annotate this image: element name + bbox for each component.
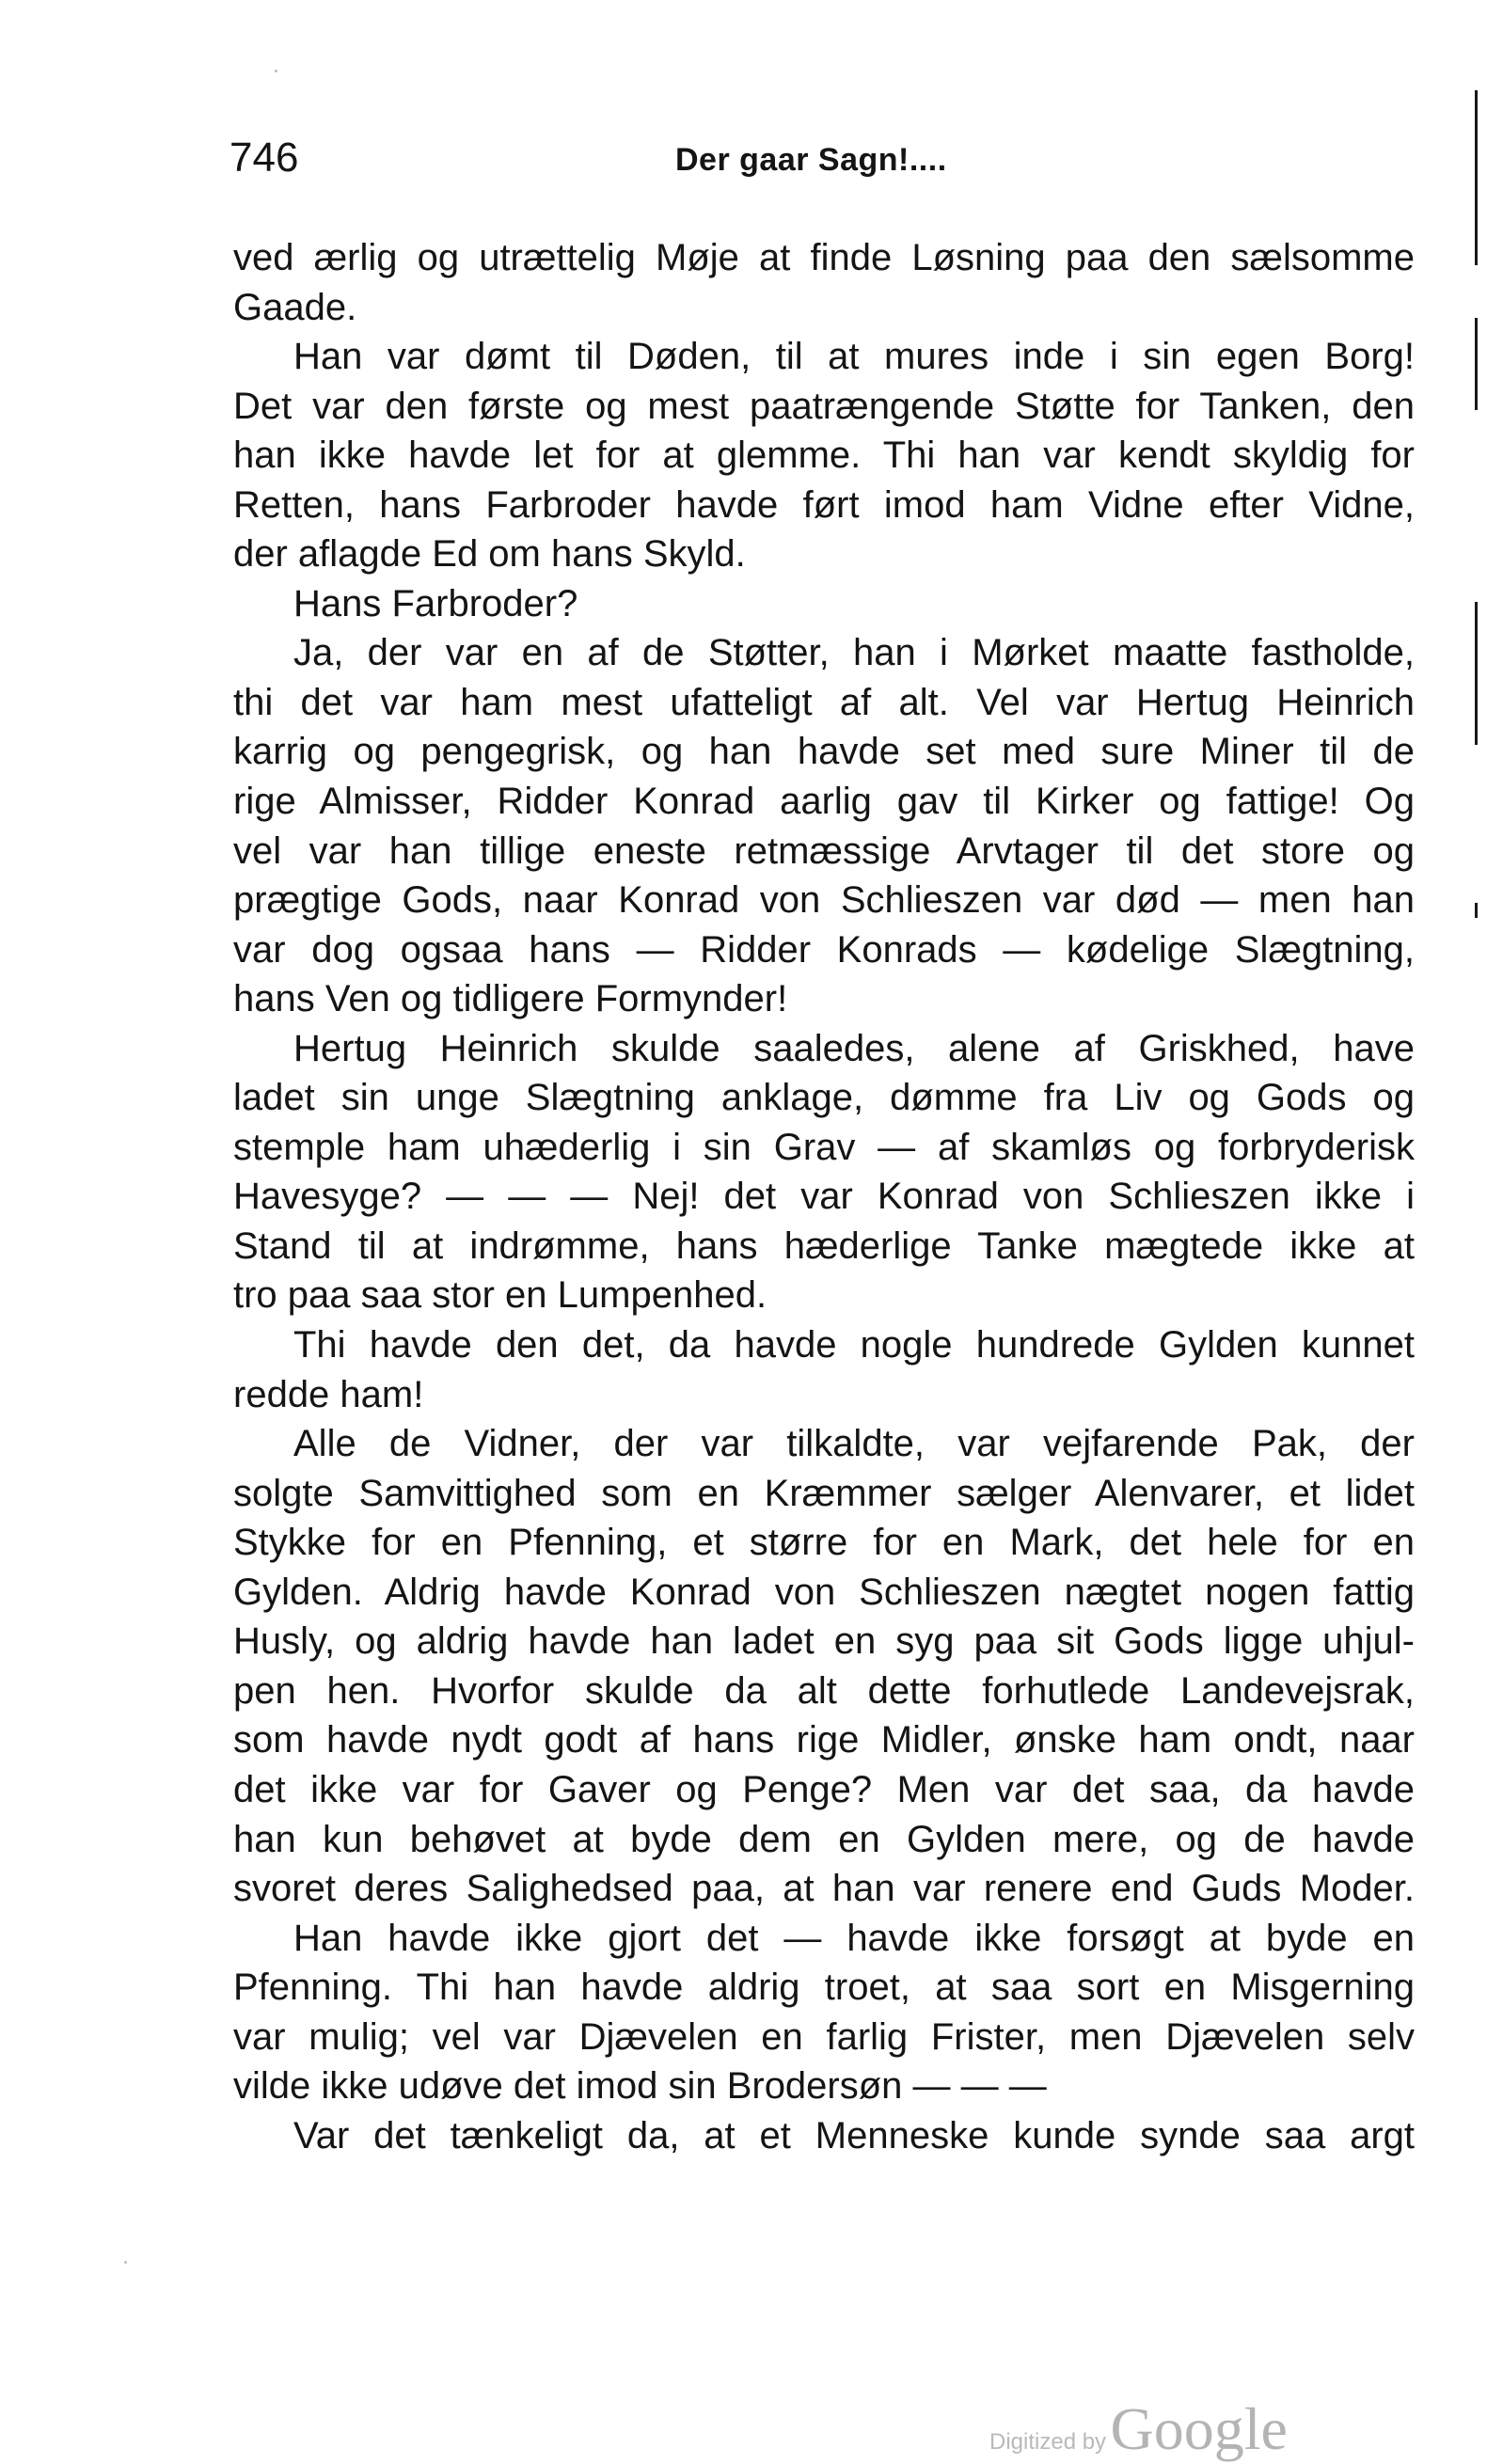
text-line: svoret deres Salighedsed paa, at han var renere end Guds Moder. — [233, 1868, 1415, 1910]
text-line: Det var den første og mest paatrængende Støtte for Tanken, den — [233, 385, 1415, 427]
text-line: Husly, og aldrig havde han ladet en syg paa sit Gods ligge uhjul- — [233, 1620, 1415, 1663]
text-line: Var det tænkeligt da, at et Menneske kunde synde saa argt — [293, 2114, 1415, 2156]
text-line: tro paa saa stor en Lumpenhed. — [233, 1274, 767, 1317]
text-line: Stykke for en Pfenning, et større for en Mark, det hele for en — [233, 1522, 1415, 1564]
text-line: vilde ikke udøve det imod sin Brodersøn — — — — [233, 2065, 1047, 2108]
text-line: Alle de Vidner, der var tilkaldte, var vejfarende Pak, der — [293, 1423, 1415, 1465]
body-text — [233, 233, 1415, 2160]
text-line: Han var dømt til Døden, til at mures inde i sin egen Borg! — [293, 336, 1415, 378]
margin-rule — [1475, 90, 1478, 265]
text-line: Hans Farbroder? — [293, 582, 578, 624]
digitized-by-text: Digitized by — [989, 2429, 1107, 2455]
text-line: Ja, der var en af de Støtter, han i Mørket maatte fastholde, — [293, 632, 1415, 674]
margin-rule — [1475, 602, 1478, 745]
text-line: prægtige Gods, naar Konrad von Schlieszen var død — men han — [233, 879, 1415, 922]
text-line: redde ham! — [233, 1373, 424, 1415]
text-line: Gaade. — [233, 286, 357, 328]
text-line: Hertug Heinrich skulde saaledes, alene af Griskhed, have — [293, 1027, 1415, 1069]
text-line: Retten, hans Farbroder havde ført imod ham Vidne efter Vidne, — [233, 483, 1415, 526]
speck — [275, 70, 277, 72]
text-line: var mulig; vel var Djævelen en farlig Frister, men Djævelen selv — [233, 2015, 1415, 2058]
text-line: karrig og pengegrisk, og han havde set med sure Miner til de — [233, 731, 1415, 773]
text-line: det ikke var for Gaver og Penge? Men var det saa, da havde — [233, 1768, 1415, 1810]
margin-rule — [1475, 903, 1478, 918]
text-line: stemple ham uhæderlig i sin Grav — af skamløs og forbryderisk — [233, 1126, 1415, 1168]
text-line: ladet sin unge Slægtning anklage, dømme fra Liv og Gods og — [233, 1077, 1415, 1119]
text-line: thi det var ham mest ufatteligt af alt. Vel var Hertug Heinrich — [233, 681, 1415, 723]
text-line: rige Almisser, Ridder Konrad aarlig gav til Kirker og fattige! Og — [233, 781, 1415, 823]
text-line: han kun behøvet at byde dem en Gylden mere, og de havde — [233, 1818, 1415, 1860]
text-line: pen hen. Hvorfor skulde da alt dette forhutlede Landevejsrak, — [233, 1669, 1415, 1712]
text-line: var dog ogsaa hans — Ridder Konrads — kødelige Slægtning, — [233, 928, 1415, 971]
digitized-watermark — [989, 2394, 1288, 2464]
text-line: hans Ven og tidligere Formynder! — [233, 978, 788, 1020]
text-line: solgte Samvittighed som en Kræmmer sælger Alenvarer, et lidet — [233, 1472, 1415, 1514]
text-line: Pfenning. Thi han havde aldrig troet, at saa sort en Misgerning — [233, 1966, 1415, 2009]
text-line: ved ærlig og utrættelig Møje at finde Løsning paa den sælsomme — [233, 237, 1415, 278]
text-line: han ikke havde let for at glemme. Thi han var kendt skyldig for — [233, 434, 1415, 477]
margin-rule — [1475, 318, 1478, 410]
speck — [124, 2261, 127, 2264]
text-line: som havde nydt godt af hans rige Midler, ønske ham ondt, naar — [233, 1719, 1415, 1761]
page-number: 746 — [229, 134, 299, 181]
running-title: Der gaar Sagn!.... — [675, 142, 947, 178]
text-line: Han havde ikke gjort det — havde ikke forsøgt at byde en — [293, 1917, 1415, 1959]
text-line: Stand til at indrømme, hans hæderlige Tanke mægtede ikke at — [233, 1224, 1415, 1267]
text-line: Gylden. Aldrig havde Konrad von Schlieszen nægtet nogen fattig — [233, 1571, 1415, 1613]
text-line: Thi havde den det, da havde nogle hundrede Gylden kunnet — [293, 1324, 1415, 1366]
google-logo: Google — [1110, 2395, 1288, 2462]
text-line: Havesyge? — — — Nej! det var Konrad von Schlieszen ikke i — [233, 1176, 1415, 1218]
text-line: der aflagde Ed om hans Skyld. — [233, 533, 746, 576]
text-line: vel var han tillige eneste retmæssige Arvtager til det store og — [233, 829, 1415, 872]
